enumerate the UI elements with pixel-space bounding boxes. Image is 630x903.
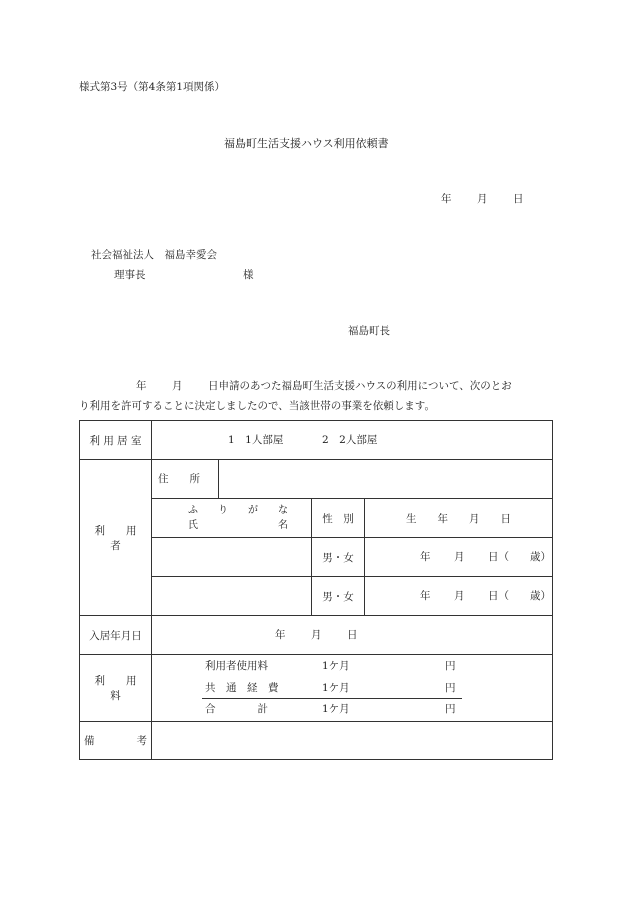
- room-option-1[interactable]: 1 1人部屋: [228, 434, 284, 446]
- fee-item-2-name: 共 通 経 費: [205, 682, 279, 694]
- move-in-month: 月: [311, 629, 322, 641]
- fees-value: [152, 655, 553, 722]
- room-label: 利 用 居 室: [80, 421, 152, 460]
- gender-select-2[interactable]: 男・女: [312, 577, 365, 616]
- room-options: [152, 421, 553, 460]
- age-2: 歳）: [530, 590, 551, 602]
- body-year: 年: [136, 380, 147, 392]
- page-title: 福島町生活支援ハウス利用依頼書: [224, 137, 389, 150]
- address-label-cell: [152, 460, 219, 499]
- recipient-honorific: 様: [243, 269, 254, 281]
- remarks-label: 備 考: [80, 722, 152, 760]
- form-number: 様式第3号（第4条第1項関係）: [79, 81, 226, 93]
- address-row: [80, 460, 553, 499]
- birth-year-2: 年: [420, 590, 431, 602]
- move-in-value[interactable]: [152, 616, 553, 655]
- room-option-2[interactable]: 2 2人部屋: [322, 434, 378, 446]
- fee-item-3-period: 1ケ月: [322, 703, 350, 715]
- fee-item-1-unit[interactable]: 円: [445, 660, 456, 672]
- address-value[interactable]: [219, 460, 553, 499]
- fee-item-1-period: 1ケ月: [322, 660, 350, 672]
- age-1: 歳）: [530, 551, 551, 563]
- recipient-position: 理事長: [114, 269, 146, 281]
- room-row: [80, 421, 553, 460]
- gender-label: 性 別: [312, 499, 365, 538]
- address-label: 住 所: [158, 473, 200, 485]
- request-table: [79, 420, 553, 760]
- birth-value-1[interactable]: [365, 538, 553, 577]
- name-header: [152, 499, 312, 538]
- user-name-1[interactable]: [152, 538, 312, 577]
- remarks-value[interactable]: [152, 722, 553, 760]
- remarks-row: [80, 722, 553, 760]
- birth-day-2: 日（: [488, 590, 509, 602]
- birth-value-2[interactable]: [365, 577, 553, 616]
- fee-item-2-unit[interactable]: 円: [445, 682, 456, 694]
- sender-name: 福島町長: [348, 325, 390, 337]
- birth-day-1: 日（: [488, 551, 509, 563]
- birth-label: 生 年 月 日: [365, 499, 553, 538]
- recipient-organization: 社会福祉法人 福島幸愛会: [91, 249, 217, 261]
- date-day: 日: [513, 193, 524, 205]
- name-label: 氏 名: [188, 520, 288, 531]
- user-label: 利 用 者: [80, 460, 152, 616]
- body-line2: り利用を許可することに決定しましたので、当該世帯の事業を依頼します。: [79, 400, 435, 412]
- move-in-year: 年: [275, 629, 286, 641]
- date-month: 月: [477, 193, 488, 205]
- birth-year-1: 年: [420, 551, 431, 563]
- birth-month-2: 月: [454, 590, 465, 602]
- fee-item-2-period: 1ケ月: [322, 682, 350, 694]
- fees-row: [80, 655, 553, 722]
- fee-total-divider: [202, 698, 462, 699]
- move-in-label: 入居年月日: [80, 616, 152, 655]
- move-in-row: [80, 616, 553, 655]
- date-year: 年: [441, 193, 452, 205]
- furigana-label: ふ り が な: [188, 505, 288, 516]
- birth-month-1: 月: [454, 551, 465, 563]
- fee-item-1-name: 利用者使用料: [205, 660, 268, 672]
- move-in-day: 日: [347, 629, 358, 641]
- fees-label: 利 用 料: [80, 655, 152, 722]
- user-name-2[interactable]: [152, 577, 312, 616]
- body-line1: 日申請のあつた福島町生活支援ハウスの利用について、次のとお: [208, 380, 512, 392]
- fee-item-3-unit[interactable]: 円: [445, 703, 456, 715]
- gender-select-1[interactable]: 男・女: [312, 538, 365, 577]
- body-month: 月: [172, 380, 183, 392]
- fee-item-3-name: 合 計: [205, 703, 268, 715]
